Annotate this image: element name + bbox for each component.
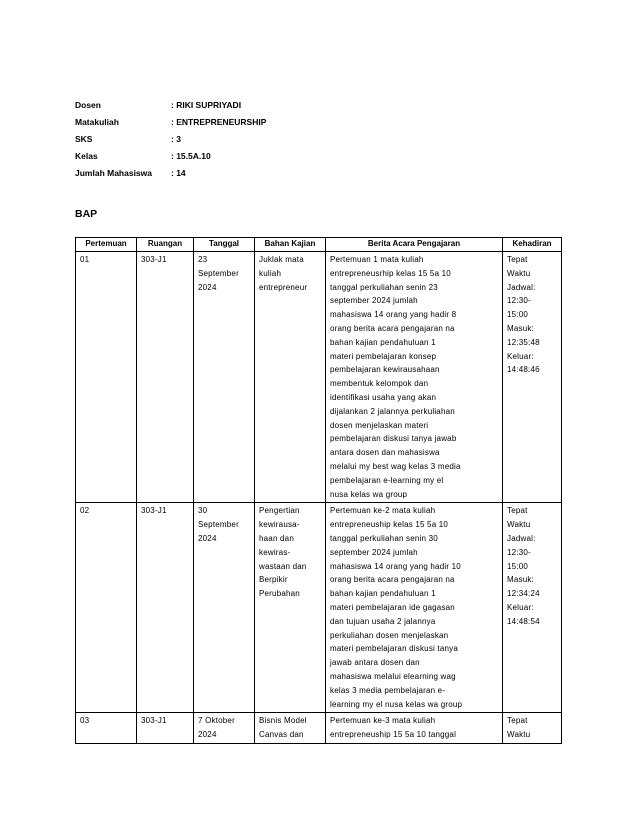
cell-line: entrepreneuship kelas 15 5a 10 <box>330 520 449 530</box>
header-kehadiran: Kehadiran <box>503 238 562 252</box>
cell-tanggal <box>194 713 255 744</box>
cell-line: orang berita acara pengajaran na <box>330 575 455 585</box>
cell-line: Pengertian <box>259 506 300 516</box>
cell-line: Waktu <box>507 268 531 278</box>
cell-line: mahasiswa melalui elearning wag <box>330 671 456 681</box>
info-row <box>75 117 266 134</box>
cell-line: 14:48:46 <box>507 365 540 375</box>
cell-line: materi pembelajaran diskusi tanya <box>330 644 458 654</box>
table-header-row <box>76 238 562 252</box>
cell-line: kewirausa- <box>259 520 300 530</box>
header-berita-acara: Berita Acara Pengajaran <box>326 238 503 252</box>
cell-line: Bisnis Model <box>259 716 307 726</box>
cell-line: pembelajaran diskusi tanya jawab <box>330 434 457 444</box>
cell-pertemuan: 02 <box>76 503 137 713</box>
cell-line: Waktu <box>507 730 531 740</box>
cell-line: 2024 <box>198 730 217 740</box>
cell-line: bahan kajian pendahuluan 1 <box>330 589 436 599</box>
info-value: : RIKI SUPRIYADI <box>171 100 242 110</box>
cell-line: 15:00 <box>507 561 529 571</box>
cell-line: kewiras- <box>259 547 291 557</box>
info-value: : ENTREPRENEURSHIP <box>171 117 267 127</box>
cell-line: membentuk kelompok dan <box>330 379 429 389</box>
cell-line: dijalankan 2 jalannya perkuliahan <box>330 406 455 416</box>
cell-line: 12:30- <box>507 547 531 557</box>
header-bahan-kajian: Bahan Kajian <box>255 238 326 252</box>
cell-line: Keluar: <box>507 351 534 361</box>
cell-line: Jadwal: <box>507 282 536 292</box>
cell-line: Tepat <box>507 716 528 726</box>
info-row <box>75 168 266 185</box>
table-row <box>76 252 562 503</box>
cell-line: Tepat <box>507 506 528 516</box>
cell-line: dosen menjelaskan materi <box>330 420 429 430</box>
cell-line: 15:00 <box>507 310 529 320</box>
cell-line: 14:48:54 <box>507 616 540 626</box>
cell-line: 12:35:48 <box>507 337 540 347</box>
cell-line: Masuk: <box>507 575 534 585</box>
course-info <box>75 100 266 185</box>
cell-tanggal <box>194 252 255 503</box>
cell-berita-acara <box>326 503 503 713</box>
cell-line: Juklak mata <box>259 255 304 264</box>
cell-line: learning my el nusa kelas wa group <box>330 699 463 709</box>
info-label: Matakuliah <box>75 117 119 127</box>
cell-line: 23 <box>198 255 208 264</box>
cell-line: Tepat <box>507 255 528 264</box>
cell-line: Pertemuan 1 mata kuliah <box>330 255 424 264</box>
cell-kehadiran <box>503 503 562 713</box>
cell-line: 2024 <box>198 282 217 292</box>
info-label: Dosen <box>75 100 101 110</box>
cell-line: Pertemuan ke-2 mata kuliah <box>330 506 436 516</box>
cell-line: haan dan <box>259 533 294 543</box>
table-row <box>76 713 562 744</box>
cell-line: jawab antara dosen dan <box>330 658 420 668</box>
cell-line: materi pembelajaran konsep <box>330 351 437 361</box>
cell-line: Masuk: <box>507 323 534 333</box>
cell-line: materi pembelajaran ide gagasan <box>330 602 455 612</box>
cell-line: Perubahan <box>259 589 300 599</box>
cell-line: kelas 3 media pembelajaran e- <box>330 685 446 695</box>
info-label: SKS <box>75 134 93 144</box>
cell-line: Jadwal: <box>507 533 536 543</box>
cell-line: Berpikir <box>259 575 288 585</box>
cell-bahan-kajian <box>255 713 326 744</box>
cell-line: antara dosen dan mahasiswa <box>330 448 440 458</box>
cell-line: perkuliahan dosen menjelaskan <box>330 630 449 640</box>
info-row <box>75 100 266 117</box>
cell-line: 7 Oktober <box>198 716 235 726</box>
cell-line: entrepreneur <box>259 282 308 292</box>
cell-tanggal <box>194 503 255 713</box>
cell-pertemuan: 03 <box>76 713 137 744</box>
cell-ruangan: 303-J1 <box>137 713 194 744</box>
bap-table <box>75 237 562 744</box>
info-label: Jumlah Mahasiswa <box>75 168 153 178</box>
cell-line: wastaan dan <box>259 561 307 571</box>
cell-line: bahan kajian pendahuluan 1 <box>330 337 436 347</box>
cell-line: Waktu <box>507 520 531 530</box>
cell-line: Canvas dan <box>259 730 304 740</box>
info-value: : 15.5A.10 <box>171 151 211 161</box>
cell-line: tanggal perkuliahan senin 23 <box>330 282 438 292</box>
info-value: : 3 <box>171 134 181 144</box>
cell-line: 12:30- <box>507 296 531 306</box>
cell-line: Pertemuan ke-3 mata kuliah <box>330 716 436 726</box>
cell-line: September <box>198 520 239 530</box>
cell-line: orang berita acara pengajaran na <box>330 323 455 333</box>
cell-line: tanggal perkuliahan senin 30 <box>330 533 438 543</box>
cell-line: pembelajaran e-learning my el <box>330 475 444 485</box>
cell-berita-acara <box>326 713 503 744</box>
cell-line: kuliah <box>259 268 282 278</box>
cell-line: september 2024 jumlah <box>330 547 418 557</box>
info-label: Kelas <box>75 151 98 161</box>
info-row <box>75 134 266 151</box>
cell-line: entrepreneuship 15 5a 10 tanggal <box>330 730 457 740</box>
header-ruangan: Ruangan <box>137 238 194 252</box>
cell-line: identifikasi usaha yang akan <box>330 392 437 402</box>
cell-line: nusa kelas wa group <box>330 489 408 499</box>
cell-line: mahasiswa 14 orang yang hadir 10 <box>330 561 461 571</box>
cell-line: 30 <box>198 506 208 516</box>
cell-line: entrepreneusrhip kelas 15 5a 10 <box>330 268 451 278</box>
cell-line: pembelajaran kewirausahaan <box>330 365 440 375</box>
cell-ruangan: 303-J1 <box>137 252 194 503</box>
header-pertemuan: Pertemuan <box>76 238 137 252</box>
header-tanggal: Tanggal <box>194 238 255 252</box>
cell-line: Keluar: <box>507 602 534 612</box>
cell-bahan-kajian <box>255 252 326 503</box>
section-title: BAP <box>75 208 98 220</box>
cell-line: 2024 <box>198 533 217 543</box>
cell-line: september 2024 jumlah <box>330 296 418 306</box>
cell-pertemuan: 01 <box>76 252 137 503</box>
info-value: : 14 <box>171 168 186 178</box>
cell-line: 12:34:24 <box>507 589 540 599</box>
info-row <box>75 151 266 168</box>
table-row <box>76 503 562 713</box>
cell-ruangan: 303-J1 <box>137 503 194 713</box>
cell-line: dan tujuan usaha 2 jalannya <box>330 616 436 626</box>
cell-kehadiran <box>503 252 562 503</box>
cell-line: September <box>198 268 239 278</box>
cell-kehadiran <box>503 713 562 744</box>
cell-bahan-kajian <box>255 503 326 713</box>
cell-berita-acara <box>326 252 503 503</box>
cell-line: mahasiswa 14 orang yang hadir 8 <box>330 310 457 320</box>
cell-line: melalui my best wag kelas 3 media <box>330 461 461 471</box>
